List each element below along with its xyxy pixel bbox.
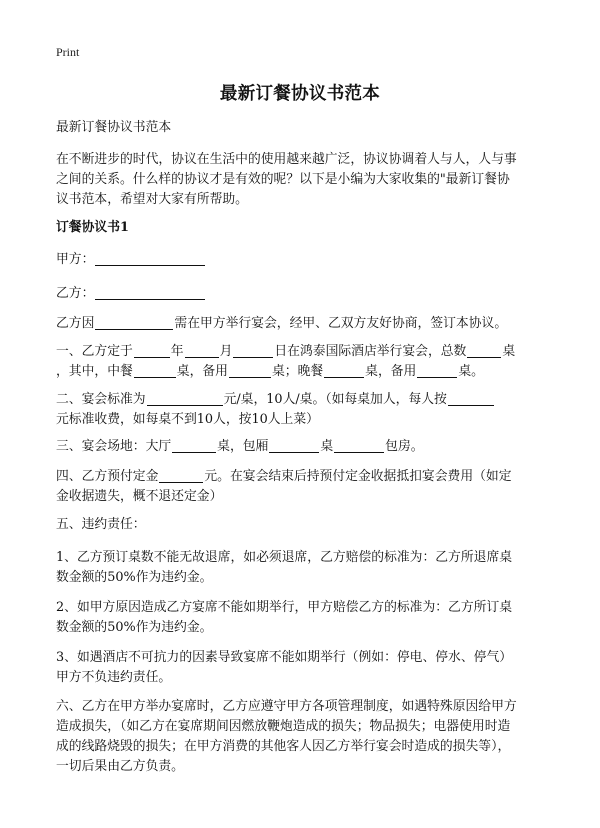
clause-line	[56, 390, 546, 410]
text-segment: 桌，备用	[176, 364, 228, 379]
text-segment: 包房。	[385, 439, 424, 454]
clause-line: 金收据遗失，概不退还定金）	[56, 489, 223, 504]
print-link[interactable]: Print	[56, 45, 80, 59]
blank-line	[172, 438, 216, 453]
text-segment: 月	[219, 344, 233, 359]
party-a-line	[56, 250, 546, 270]
document-title: 最新订餐协议书范本	[219, 84, 381, 104]
blank-line	[269, 438, 319, 453]
text-segment: 桌。	[458, 364, 484, 379]
text-segment: 桌；晚餐	[271, 364, 324, 379]
blank-line	[185, 343, 219, 358]
text-segment: 元。在宴会结束后持预付定金收据抵扣宴会费用（如定	[204, 469, 512, 484]
clause-line: 甲方不负违约责任。	[56, 670, 172, 685]
breach-item-3	[56, 648, 546, 688]
text-segment: 元/桌，10人/桌。（如每桌加人，每人按	[223, 392, 447, 407]
clause-line	[56, 467, 546, 487]
clause-line	[56, 342, 546, 362]
clause-2	[56, 390, 546, 430]
clause-5-heading: 五、违约责任：	[56, 517, 146, 532]
clause-line: 数金额的50%作为违约金。	[56, 570, 213, 585]
clause-line: 3、如遇酒店不可抗力的因素导致宴席不能如期举行（例如：停电、停水、停气）	[56, 650, 513, 665]
blank-line	[229, 363, 271, 378]
blank-line	[324, 363, 364, 378]
clause-line: 一切后果由乙方负责。	[56, 759, 184, 774]
blank-line	[334, 438, 384, 453]
breach-item-2	[56, 598, 546, 638]
clause-1	[56, 342, 546, 382]
clause-line: 2、如甲方原因造成乙方宴席不能如期举行，甲方赔偿乙方的标准为：乙方所订桌	[56, 600, 513, 615]
intro-line: 之间的关系。什么样的协议才是有效的呢？以下是小编为大家收集的"最新订餐协	[56, 172, 510, 187]
text-segment: 四、乙方预付定金	[56, 469, 159, 484]
clause-line	[56, 362, 546, 382]
blank-line	[159, 468, 203, 483]
party-b-line	[56, 284, 546, 304]
clause-line: 成的线路烧毁的损失；在甲方消费的其他客人因乙方举行宴会时造成的损失等），	[56, 739, 511, 754]
text-segment: 三、宴会场地：大厅	[56, 439, 172, 454]
text-segment: 桌，备用	[365, 364, 417, 379]
text-segment: 二、宴会标准为	[56, 392, 146, 407]
party-b-label: 乙方：	[56, 286, 95, 301]
party-a-label: 甲方：	[56, 252, 95, 267]
section-heading: 订餐协议书1	[56, 220, 129, 235]
clause-3	[56, 437, 546, 457]
clause-line	[56, 410, 546, 430]
text-segment: 需在甲方举行宴会，经甲、乙双方友好协商，签订本协议。	[174, 316, 508, 331]
intro-paragraph	[56, 150, 546, 210]
blank-line	[134, 363, 176, 378]
text-segment: 年	[170, 344, 184, 359]
text-segment: 元标准收费，如每桌不到10人，按10人上菜）	[56, 412, 319, 427]
intro-line: 在不断进步的时代，协议在生活中的使用越来越广泛，协议协调着人与人，人与事	[56, 152, 517, 167]
text-segment: 一、乙方定于	[56, 344, 133, 359]
clause-line: 数金额的50%作为违约金。	[56, 620, 213, 635]
clause-line: 1、乙方预订桌数不能无故退席，如必须退席，乙方赔偿的标准为：乙方所退席桌	[56, 550, 513, 565]
blank-line	[147, 391, 223, 406]
clause-6	[56, 697, 546, 777]
clause-line: 造成损失，（如乙方在宴席期间因燃放鞭炮造成的损失；物品损失；电器使用时造	[56, 719, 511, 734]
text-segment: 乙方因	[56, 316, 95, 331]
breach-item-1	[56, 548, 546, 588]
blank-line	[233, 343, 273, 358]
text-segment: 桌，包厢	[217, 439, 269, 454]
text-segment: 桌	[320, 439, 334, 454]
text-segment: 桌	[502, 344, 516, 359]
text-segment: ，其中，中餐	[56, 364, 133, 379]
clause-line: 六、乙方在甲方举办宴席时，乙方应遵守甲方各项管理制度，如遇特殊原因给甲方	[56, 699, 517, 714]
blank-line	[467, 343, 501, 358]
intro-line: 议书范本，希望对大家有所帮助。	[56, 192, 248, 207]
blank-line	[417, 363, 457, 378]
blank-line	[95, 315, 173, 330]
blank-line	[448, 391, 494, 406]
party-a-blank	[95, 251, 205, 266]
clause-4	[56, 467, 546, 507]
blank-line	[134, 343, 170, 358]
text-segment: 日在鸿泰国际酒店举行宴会，总数	[274, 344, 467, 359]
intro-clause	[56, 314, 546, 334]
party-b-blank	[95, 285, 205, 300]
document-subtitle: 最新订餐协议书范本	[56, 120, 172, 135]
